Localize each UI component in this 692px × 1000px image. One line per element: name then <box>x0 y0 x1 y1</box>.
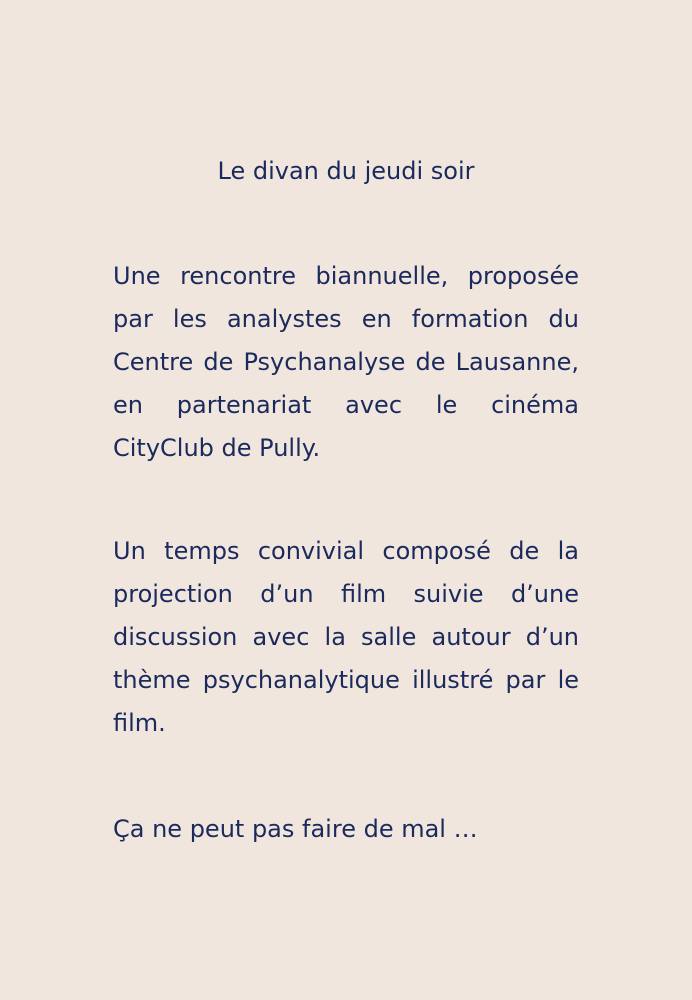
paragraph-intro: Une rencontre biannuelle, proposée par les analystes en formation du Centre de Psychanalyse de Lausanne, en partenariat avec le cinéma CityClub de Pully. <box>113 262 579 462</box>
paragraph-closing: Ça ne peut pas faire de mal … <box>113 815 478 843</box>
page-title: Le divan du jeudi soir <box>217 157 475 185</box>
paragraph-description: Un temps convivial composé de la projection d’un film suivie d’une discussion avec la salle autour d’un thème psychanalytique illustré par le film. <box>113 537 579 737</box>
